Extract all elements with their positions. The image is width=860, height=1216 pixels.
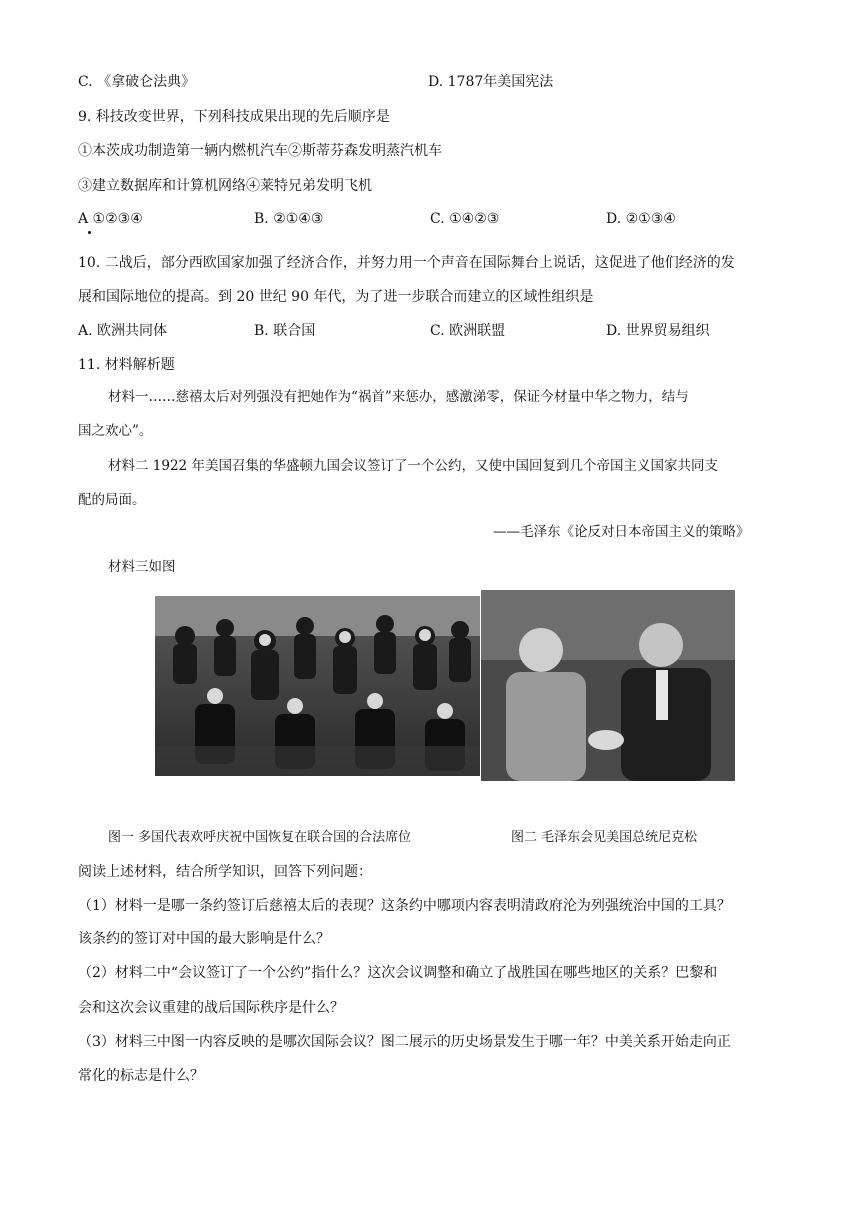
mao-nixon-photo-graphic <box>481 590 735 781</box>
sub2-line2: 会和这次会议重建的战后国际秩序是什么？ <box>78 1000 344 1016</box>
q9-option-c: C. ①④②③ <box>430 211 500 227</box>
material1-line2: 国之欢心”。 <box>78 423 153 439</box>
instruction: 阅读上述材料，结合所学知识，回答下列问题： <box>78 864 372 880</box>
figure2-caption: 图二 毛泽东会见美国总统尼克松 <box>511 830 698 845</box>
q9-option-d: D. ②①③④ <box>606 211 676 227</box>
q10-stem-line1: 10. 二战后，部分西欧国家加强了经济合作，并努力用一个声音在国际舞台上说话，这促进了他们经济的发 <box>78 255 735 271</box>
un-delegates-photo <box>155 596 480 776</box>
material2-line2: 配的局面。 <box>78 492 146 508</box>
q9-items-line1: ①本茨成功制造第一辆内燃机汽车②斯蒂芬森发明蒸汽机车 <box>78 143 442 159</box>
figure1-caption: 图一 多国代表欢呼庆祝中国恢复在联合国的合法席位 <box>108 830 412 845</box>
un-delegates-photo-graphic <box>155 596 480 776</box>
q10-option-c: C. 欧洲联盟 <box>430 323 506 339</box>
sub3-line2: 常化的标志是什么？ <box>78 1068 204 1084</box>
material2-line1: 材料二 1922 年美国召集的华盛顿九国会议签订了一个公约，又使中国回复到几个帝国主义国家共同支 <box>108 458 718 474</box>
emphasis-dot <box>88 231 91 234</box>
q9-option-b: B. ②①④③ <box>254 211 324 227</box>
sub1-line1: （1）材料一是哪一条约签订后慈禧太后的表现？这条约中哪项内容表明清政府沦为列强统治中国的工具？ <box>78 898 731 914</box>
q10-option-d: D. 世界贸易组织 <box>606 323 710 339</box>
sub1-line2: 该条约的签订对中国的最大影响是什么？ <box>78 931 330 947</box>
material1-line1: 材料一……慈禧太后对列强没有把她作为“祸首”来惩办，感激涕零，保证今材量中华之物力，结与 <box>108 389 689 405</box>
q9-stem: 9. 科技改变世界，下列科技成果出现的先后顺序是 <box>78 109 390 125</box>
sub3-line1: （3）材料三中图一内容反映的是哪次国际会议？图二展示的历史场景发生于哪一年？中美关系开始走向正 <box>78 1034 731 1050</box>
q10-option-a: A. 欧洲共同体 <box>78 323 168 339</box>
q11-stem: 11. 材料解析题 <box>78 357 175 373</box>
q8-option-d: D. 1787年美国宪法 <box>428 74 554 90</box>
mao-nixon-photo <box>481 590 735 781</box>
q9-items-line2: ③建立数据库和计算机网络④莱特兄弟发明飞机 <box>78 178 372 194</box>
q9-option-a: A ①②③④ <box>78 211 143 227</box>
material2-source: ——毛泽东《论反对日本帝国主义的策略》 <box>493 524 750 540</box>
material3-label: 材料三如图 <box>108 559 176 575</box>
q10-option-b: B. 联合国 <box>254 323 316 339</box>
sub2-line1: （2）材料二中“会议签订了一个公约”指什么？这次会议调整和确立了战胜国在哪些地区的关系？巴黎和 <box>78 965 718 981</box>
q8-option-c: C. 《拿破仑法典》 <box>78 74 196 90</box>
q10-stem-line2: 展和国际地位的提高。到 20 世纪 90 年代，为了进一步联合而建立的区域性组织是 <box>78 289 594 305</box>
